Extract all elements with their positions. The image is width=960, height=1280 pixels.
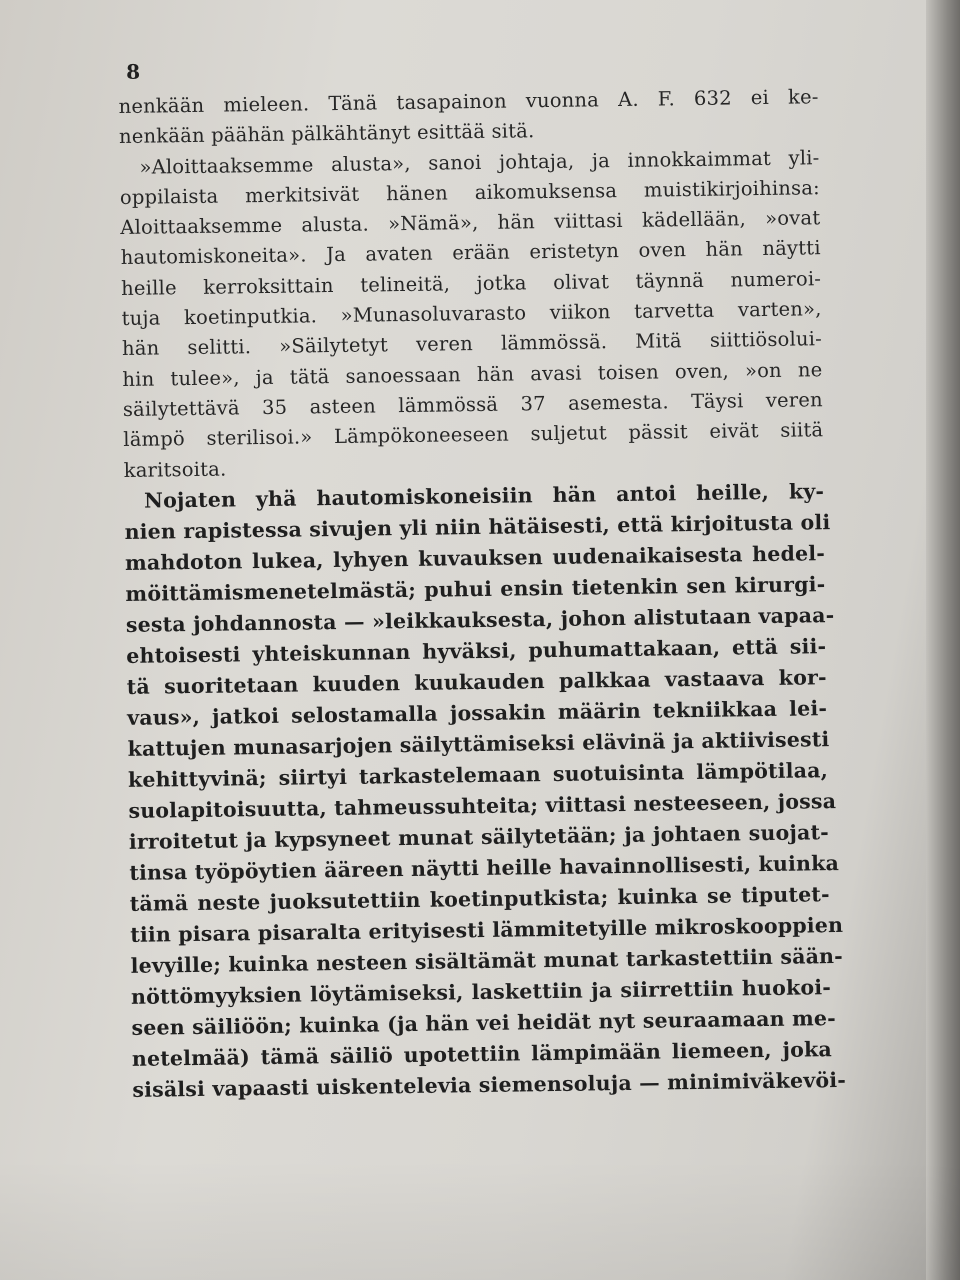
paragraph-3	[124, 476, 847, 1106]
text-line: tämä neste juoksutettiin koetinputkista; kuinka se tiputet-	[129, 882, 830, 916]
text-line: suolapitoisuutta, tahmeussuhteita; viittasi nesteeseen, jossa	[128, 788, 837, 823]
text-line: kehittyvinä; siirtyi tarkastelemaan suotuisinta lämpötilaa,	[127, 758, 829, 792]
text-line: kattujen munasarjojen säilyttämiseksi elävinä ja aktiivisesti	[127, 726, 830, 761]
text-line: ehtoisesti yhteiskunnan hyväksi, puhumattakaan, että sii-	[126, 634, 827, 668]
text-line: hin tulee», ja tätä sanoessaan hän avasi toisen oven, »on ne	[122, 357, 823, 391]
text-line: oppilaista merkitsivät hänen aikomuksensa muistikirjoihinsa:	[119, 176, 821, 209]
text-line: möittämismenetelmästä; puhui ensin tietenkin sen kirurgi-	[125, 572, 826, 606]
text-line: vaus», jatkoi selostamalla jossakin määrin tekniikkaa lei-	[127, 696, 828, 730]
text-line: karitsoita.	[123, 457, 227, 482]
text-line: »Aloittaaksemme alusta», sanoi johtaja, ja innokkaimmat yli-	[139, 145, 820, 179]
text-line: tinsa työpöytien ääreen näytti heille havainnollisesti, kuinka	[129, 850, 840, 885]
text-line: seen säiliöön; kuinka (ja hän vei heidät nyt seuraamaan me-	[131, 1005, 837, 1040]
text-line: Aloittaaksemme alusta. »Nämä», hän viittasi kädellään, »ovat	[120, 206, 821, 240]
paragraph-1	[118, 82, 819, 152]
text-line: sesta johdannosta — »leikkauksesta, johon alistutaan vapaa-	[125, 602, 835, 637]
text-line: lämpö sterilisoi.» Lämpökoneeseen suljetut pässit eivät siitä	[123, 418, 824, 452]
text-line: tiin pisara pisaralta erityisesti lämmitetyille mikroskooppien	[130, 912, 844, 947]
text-line: irroitetut ja kypsyneet munat säilytetään; ja johtaen suojat-	[128, 820, 830, 854]
text-line: tuja koetinputkia. »Munasoluvarasto viikon tarvetta varten»,	[121, 297, 822, 331]
page-number: 8	[125, 59, 141, 84]
text-line: nenkään mieleen. Tänä tasapainon vuonna A. F. 632 ei ke-	[118, 85, 819, 118]
text-line: levyille; kuinka nesteen sisältämät munat tarkastettiin sään-	[130, 943, 844, 978]
text-line: tä suoritetaan kuuden kuukauden palkkaa vastaava kor-	[126, 665, 827, 699]
text-line: mahdoton lukea, lyhyen kuvauksen uudenaikaisesta hedel-	[124, 541, 826, 575]
text-line: nien rapistessa sivujen yli niin hätäisesti, että kirjoitusta oli	[124, 509, 831, 544]
page-bottom-shading	[0, 1160, 960, 1280]
text-line: nenkään päähän pälkähtänyt esittää sitä.	[118, 119, 535, 149]
text-line: hän selitti. »Säilytetyt veren lämmössä. Mitä siittiösolui-	[121, 327, 823, 361]
text-line: hautomiskoneita». Ja avaten erään eristetyn oven hän näytti	[120, 236, 821, 270]
text-line: Nojaten yhä hautomiskoneisiin hän antoi heille, ky-	[143, 479, 825, 513]
text-line: sisälsi vapaasti uiskentelevia siemensoluja — minimiväkevöi-	[132, 1067, 847, 1102]
page-edge-shadow	[926, 0, 960, 1280]
page-text	[118, 50, 847, 1106]
text-line: netelmää) tämä säiliö upotettiin lämpimään liemeen, joka	[131, 1036, 833, 1071]
text-line: nöttömyyksien löytämiseksi, laskettiin ja siirrettiin huokoi-	[130, 974, 832, 1009]
text-line: heille kerroksittain telineitä, jotka olivat täynnä numeroi-	[121, 266, 822, 300]
paragraph-2	[119, 143, 824, 486]
text-line: säilytettävä 35 asteen lämmössä 37 asemesta. Täysi veren	[122, 388, 823, 421]
